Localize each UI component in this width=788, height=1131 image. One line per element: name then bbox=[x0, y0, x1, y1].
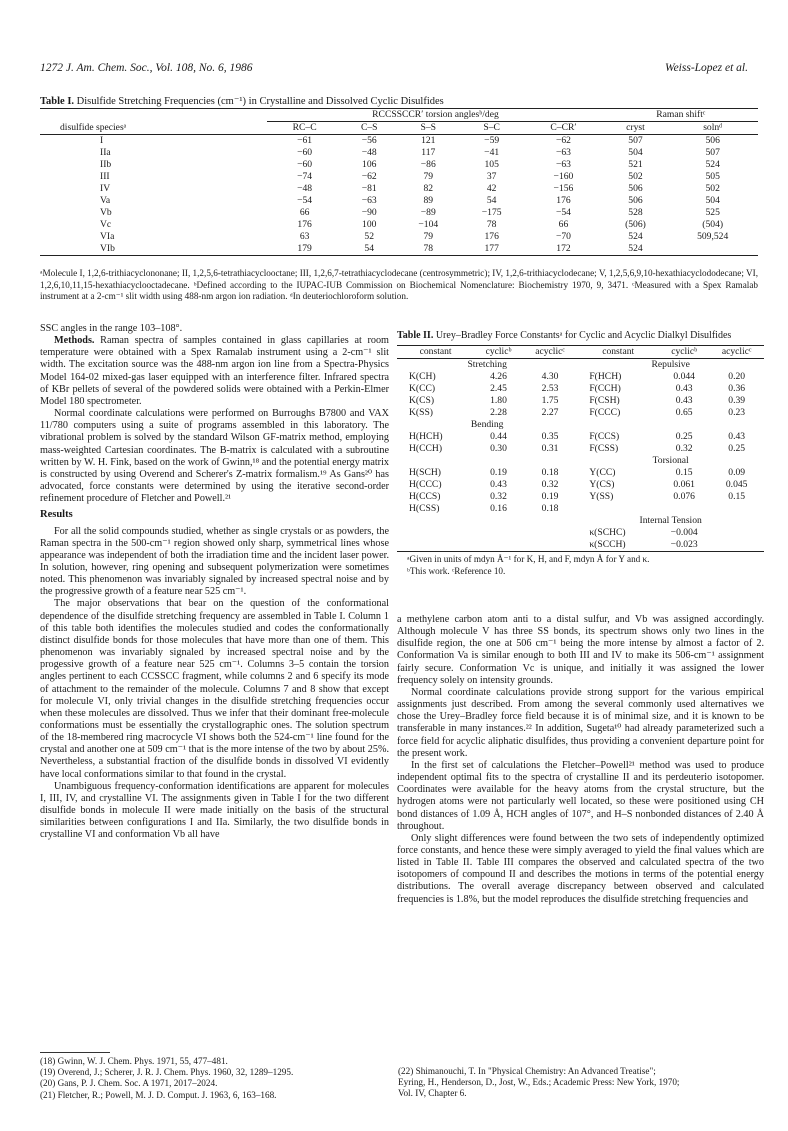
table1-cell: −59 bbox=[484, 135, 500, 146]
table2-col-header: constant bbox=[419, 346, 452, 357]
table1-row bbox=[40, 243, 758, 256]
table1-species-cell: VIa bbox=[100, 231, 115, 242]
table2-cell: 0.39 bbox=[728, 395, 746, 406]
table2-col-header: acyclicᶜ bbox=[721, 346, 752, 357]
table2-constant-cell: F(HCH) bbox=[589, 371, 622, 382]
table1-caption-text: Disulfide Stretching Frequencies (cm⁻¹) in Crystalline and Dissolved Cyclic Disulfides bbox=[76, 96, 444, 107]
table1-cell: 502 bbox=[628, 171, 643, 182]
table2-group-label: Bending bbox=[470, 419, 504, 430]
table2-cell: 0.18 bbox=[541, 467, 559, 478]
table1-col-header: cryst bbox=[626, 122, 645, 133]
table1-cell: 89 bbox=[423, 195, 434, 206]
table1-cell: 63 bbox=[299, 231, 310, 242]
table1-cell: 100 bbox=[362, 219, 377, 230]
table1-cell: 507 bbox=[628, 135, 643, 146]
table2-col-header: cyclicᵇ bbox=[671, 346, 698, 357]
results-heading: Results bbox=[40, 509, 73, 521]
table1-cell: −61 bbox=[297, 135, 313, 146]
table2-cell: 0.25 bbox=[728, 443, 746, 454]
table2-constant-cell: F(CCH) bbox=[589, 383, 621, 394]
table1-cell: 66 bbox=[299, 207, 310, 218]
table1-cell: 37 bbox=[486, 171, 497, 182]
table2 bbox=[397, 345, 764, 552]
table1-cell: 78 bbox=[423, 243, 434, 254]
table2-cell: 2.28 bbox=[490, 407, 507, 418]
references-right bbox=[398, 1066, 764, 1100]
table1-cell: 502 bbox=[705, 183, 720, 194]
table2-cell: 0.31 bbox=[541, 443, 559, 454]
table1-cell: 176 bbox=[484, 231, 499, 242]
table1-group-torsion: RCCSSCCR′ torsion anglesᵇ/deg bbox=[267, 109, 603, 122]
table2-constant-cell: H(SCH) bbox=[409, 467, 441, 478]
table1-cell: 54 bbox=[364, 243, 375, 254]
table2-caption bbox=[397, 330, 764, 342]
table2-constant-cell: K(CS) bbox=[409, 395, 435, 406]
methods-label: Methods. bbox=[54, 335, 95, 347]
left-column bbox=[40, 323, 389, 842]
table1-cell: 121 bbox=[421, 135, 436, 146]
table1-col-header: C–S bbox=[360, 122, 378, 133]
table2-cell: 0.43 bbox=[675, 383, 693, 394]
table1-species-cell: IIa bbox=[100, 147, 111, 158]
table1-species-cell: IIb bbox=[100, 159, 112, 170]
paragraph: Normal coordinate calculations were performed on Burroughs B7800 and VAX 11/780 computers using a suite of programs assembled in this laboratory. The vibrational problem is solved by the standard Wilson GF-matrix method, employing mass-weighted Cartesian coordinates. The B-matrix is calculated with a subroutine written by W. H. Fink, based on the work of Gwinn,¹⁸ and the potential energy matrix is constructed by using Overend and Scherer's Z-matrix formalism.¹⁹ As Gans²⁰ has advocated, force constants were determined by using the iterative second-order refinement procedure of Fletcher and Powell.²¹ bbox=[40, 408, 389, 505]
table1-cell: 117 bbox=[421, 147, 436, 158]
table2-row bbox=[397, 491, 764, 503]
table1-cell: 524 bbox=[628, 231, 643, 242]
table1-cell: −90 bbox=[361, 207, 377, 218]
table2-cell: 0.32 bbox=[490, 491, 507, 502]
paragraph: In the first set of calculations the Fletcher–Powell²¹ method was used to produce independent optimal fits to the spectra of crystalline II and its perdeuterio isotopomer. Coordinates were available for the heavy atoms from the crystal structure, but the hydrogen atoms were not particularly well located, so these were positioned using CH bond distances of 1.09 Å, HCH angles of 107°, and H–S nonbonded distances of 2.40 Å throughout. bbox=[397, 759, 764, 832]
table1-group-raman: Raman shiftᶜ bbox=[604, 109, 758, 122]
table1-cell: −74 bbox=[297, 171, 313, 182]
table1-cell: −41 bbox=[484, 147, 500, 158]
table2-constant-cell: F(CCC) bbox=[589, 407, 621, 418]
table2-cell: −0.004 bbox=[670, 527, 698, 538]
table2-cell: 0.18 bbox=[541, 503, 559, 514]
table2-footnotes bbox=[397, 554, 764, 577]
table1-cell: 79 bbox=[423, 171, 434, 182]
table2-constant-cell: Y(CC) bbox=[589, 467, 616, 478]
table1-cell: 177 bbox=[484, 243, 499, 254]
table2-group-label: Repulsive bbox=[651, 359, 690, 370]
table2-constant-cell: H(HCH) bbox=[409, 431, 443, 442]
table2-cell: 0.32 bbox=[541, 479, 559, 490]
table1-cell: −86 bbox=[420, 159, 436, 170]
table2-constant-cell: H(CCH) bbox=[409, 443, 443, 454]
table1-cell: 105 bbox=[484, 159, 499, 170]
table2-group-label: Stretching bbox=[467, 359, 507, 370]
table2-block bbox=[397, 330, 764, 577]
table2-constant-cell: κ(SCHC) bbox=[589, 527, 626, 538]
table2-constant-cell: K(CH) bbox=[409, 371, 436, 382]
table2-row bbox=[397, 371, 764, 383]
table2-cell: 0.19 bbox=[490, 467, 507, 478]
paragraph: Only slight differences were found between the two sets of independently optimized force constants, and hence these were simply averaged to yield the final values which are listed in Table II. Table III compares the observed and calculated spectra of the two isotopomers of compound II and describes the motions in terms of the potential energy distributions. The overall average discrepancy between observed and calculated frequencies is 1.8%, but the model reproduces the disulfide stretching frequencies and bbox=[397, 832, 764, 905]
table2-col-header: constant bbox=[602, 346, 635, 357]
table1-cell: 504 bbox=[705, 195, 720, 206]
table2-cell: 0.045 bbox=[725, 479, 748, 490]
table1-cell: −48 bbox=[297, 183, 313, 194]
table1-cell: −63 bbox=[361, 195, 377, 206]
table2-cell: 0.43 bbox=[728, 431, 746, 442]
table1-body bbox=[40, 135, 758, 256]
table2-cell: 0.32 bbox=[675, 443, 693, 454]
table1-row bbox=[40, 231, 758, 243]
reference-item: Vol. IV, Chapter 6. bbox=[398, 1088, 467, 1099]
table2-cell: 0.30 bbox=[490, 443, 507, 454]
table2-constant-cell: K(CC) bbox=[409, 383, 436, 394]
reference-item: (21) Fletcher, R.; Powell, M. J. D. Comput. J. 1963, 6, 163–168. bbox=[40, 1089, 277, 1100]
table1-species-cell: VIb bbox=[100, 243, 115, 254]
table1-cell: 179 bbox=[297, 243, 312, 254]
table1-cell: 504 bbox=[628, 147, 643, 158]
table2-cell: 0.44 bbox=[490, 431, 507, 442]
table1-cell: 509,524 bbox=[697, 231, 729, 242]
methods-text: Raman spectra of samples contained in glass capillaries at room temperature were obtained with a Spex Ramalab instrument using a 2-cm⁻¹ slit width. The excitation source was the 488-nm argon ion line from a Spectra-Physics Model 164-02 mixed-gas laser equipped with an interference filter. Infrared spectra of KBr pellets of several of the powdered solids were obtained with a Perkin-Elmer Model 180 spectrometer. bbox=[40, 335, 389, 407]
table2-col-header: acyclicᶜ bbox=[535, 346, 565, 357]
table2-row bbox=[397, 503, 764, 515]
table2-row bbox=[397, 395, 764, 407]
table1-cell: 506 bbox=[705, 135, 720, 146]
table1-caption-label: Table I. bbox=[40, 96, 75, 107]
table2-cell: −0.023 bbox=[670, 539, 698, 550]
table2-footnote-a: ᵃGiven in units of mdyn Å⁻¹ for K, H, and F, mdyn Å for Y and κ. bbox=[407, 554, 650, 564]
table2-constant-cell: K(SS) bbox=[409, 407, 433, 418]
table1-row bbox=[40, 219, 758, 231]
reference-item: (22) Shimanouchi, T. In "Physical Chemistry: An Advanced Treatise"; bbox=[398, 1066, 656, 1076]
table1-cell: −62 bbox=[555, 135, 571, 146]
table1-cell: (504) bbox=[702, 219, 724, 230]
table1-col-header: solnᵈ bbox=[703, 122, 723, 133]
table1-cell: −54 bbox=[297, 195, 313, 206]
table1-cell: 525 bbox=[705, 207, 720, 218]
table2-row bbox=[397, 407, 764, 419]
table2-group-row bbox=[397, 359, 764, 372]
table2-cell: 0.044 bbox=[673, 371, 695, 382]
table1-col-species: disulfide speciesᵃ bbox=[60, 121, 127, 133]
table2-group-label: Torsional bbox=[652, 455, 689, 466]
table2-cell: 1.80 bbox=[490, 395, 507, 406]
table1-row bbox=[40, 135, 758, 148]
table2-group-row bbox=[397, 419, 764, 431]
table1-cell: −104 bbox=[418, 219, 439, 230]
table1-cell: −60 bbox=[297, 159, 313, 170]
paragraph: The major observations that bear on the question of the conformational dependence of the disulfide stretching frequency are assembled in Table I. Column 1 of this table both identifies the molecules studied and codes the conformationally distinct disulfide bonds for those molecules that have more than one of them. This phenomenon was invariably signaled by increased spectral noise and by the progessive growth of a feature near 525 cm⁻¹. Columns 3–5 contain the torsion angles pertinent to each CCSSCC fragment, while columns 2 and 6 specify its mode of attachment to the remainder of the molecule. Columns 7 and 8 show that except for molecule VI, only trivial changes in the disulfide stretching frequencies occur when these molecules are dissolved. Thus we infer that their dominant free-molecule conformations must be essentially the crystallographic ones. The solution spectrum of the 18-membered ring macrocycle VI shows both the 524-cm⁻¹ line found for the crystal and another one at 509 cm⁻¹ that is the more intense of the two by about 25%. Nevertheless, a substantial fraction of the disulfide bonds in dissolved VI evidently have local conformations similar to that found in the crystal. bbox=[40, 598, 389, 780]
table2-constant-cell: H(CSS) bbox=[409, 503, 440, 514]
table2-cell: 0.43 bbox=[675, 395, 693, 406]
table1-cell: 507 bbox=[705, 147, 720, 158]
table1-cell: −70 bbox=[555, 231, 571, 242]
table2-constant-cell: F(CCS) bbox=[589, 431, 620, 442]
table1-cell: 82 bbox=[423, 183, 434, 194]
table2-row bbox=[397, 479, 764, 491]
table2-constant-cell: κ(SCCH) bbox=[589, 539, 626, 550]
table2-cell: 0.20 bbox=[728, 371, 746, 382]
table1-cell: −81 bbox=[361, 183, 377, 194]
table1-species-cell: IV bbox=[100, 183, 111, 194]
table2-cell: 4.26 bbox=[490, 371, 507, 382]
table1-cell: 176 bbox=[297, 219, 312, 230]
table1-col-header: C–CR′ bbox=[550, 122, 577, 133]
table1-cell: 42 bbox=[486, 183, 497, 194]
table1-cell: −62 bbox=[361, 171, 377, 182]
table2-caption-text: Urey–Bradley Force Constantsᵃ for Cyclic and Acyclic Dialkyl Disulfides bbox=[435, 330, 732, 341]
paragraph: Unambiguous frequency-conformation identifications are apparent for molecules I, III, IV, and crystalline VI. The assignments given in Table I for the two different disulfide bonds in molecule II were made initially on the basis of the structural similarities between configurations I and IIa. Similarly, the two disulfide bonds in crystalline VI and conformation Vb all have bbox=[40, 780, 389, 841]
running-header-right: Weiss-Lopez et al. bbox=[665, 62, 748, 74]
table2-row bbox=[397, 539, 764, 552]
paragraph: Normal coordinate calculations provide strong support for the various empirical assignments just described. From among the several commonly used alternatives we chose the Urey–Bradley force field because it is of minimal size, and it is known to be transferable in many instances.²² In addition, Sugeta¹⁰ had already parameterized such a force field for acyclic aliphatic disulfides, thus providing a convenient departure point for the present work. bbox=[397, 686, 764, 759]
reference-divider bbox=[40, 1052, 110, 1053]
table2-cell: 2.27 bbox=[541, 407, 559, 418]
table1-species-cell: I bbox=[100, 135, 104, 146]
reference-item: (20) Gans, P. J. Chem. Soc. A 1971, 2017–2024. bbox=[40, 1078, 218, 1089]
table2-cell: 0.23 bbox=[728, 407, 746, 418]
table1-row bbox=[40, 207, 758, 219]
table2-cell: 0.076 bbox=[673, 491, 695, 502]
table1-cell: −60 bbox=[297, 147, 313, 158]
table2-caption-label: Table II. bbox=[397, 330, 434, 341]
table1-col-header: RC–C bbox=[292, 122, 317, 133]
table1-cell: 524 bbox=[705, 159, 720, 170]
table1-cell: 172 bbox=[556, 243, 571, 254]
table1-cell: −175 bbox=[481, 207, 502, 218]
table1-cell: 505 bbox=[705, 171, 720, 182]
table1-row bbox=[40, 159, 758, 171]
table1-species-cell: Va bbox=[100, 195, 111, 206]
table1-cell: 106 bbox=[362, 159, 377, 170]
table2-cell: 0.061 bbox=[673, 479, 695, 490]
table2-cell: 0.36 bbox=[728, 383, 746, 394]
table1-cell: 52 bbox=[364, 231, 375, 242]
table2-col-header: cyclicᵇ bbox=[485, 346, 512, 357]
table1-cell: 78 bbox=[486, 219, 497, 230]
table2-row bbox=[397, 443, 764, 455]
table2-row bbox=[397, 431, 764, 443]
methods-paragraph bbox=[40, 335, 389, 408]
table1-cell: −56 bbox=[361, 135, 377, 146]
table2-constant-cell: Y(SS) bbox=[589, 491, 614, 502]
paragraph: SSC angles in the range 103–108°. bbox=[40, 323, 183, 334]
table1-cell: 176 bbox=[556, 195, 571, 206]
table2-cell: 0.65 bbox=[675, 407, 693, 418]
table1-species-cell: Vb bbox=[100, 207, 112, 218]
table1-cell: −48 bbox=[361, 147, 377, 158]
table1-row bbox=[40, 183, 758, 195]
table2-cell: 1.75 bbox=[541, 395, 559, 406]
reference-item: Eyring, H., Henderson, D., Jost, W., Eds.; Academic Press: New York, 1970; bbox=[398, 1077, 680, 1088]
paragraph: a methylene carbon atom anti to a distal sulfur, and Vb was assigned accordingly. Although molecule V has three SS bonds, its spectrum shows only two lines in the disulfide region, the one at 506 cm⁻¹ being the more intense by almost a factor of 2. Conformation Va is similar enough to both III and IV to make its 506-cm⁻¹ assignment fairly secure. Conformation Vc is unique, and initially it was assigned the lower frequency solely on intensity grounds. bbox=[397, 614, 764, 686]
table1 bbox=[40, 108, 758, 256]
right-column bbox=[397, 614, 764, 906]
table1-row bbox=[40, 195, 758, 207]
table2-cell: 0.25 bbox=[675, 431, 693, 442]
running-header-left: 1272 J. Am. Chem. Soc., Vol. 108, No. 6, 1986 bbox=[40, 62, 253, 74]
table2-cell: 4.30 bbox=[541, 371, 559, 382]
table2-footnote-bc: ᵇThis work. ᶜReference 10. bbox=[407, 565, 506, 576]
table1-row bbox=[40, 147, 758, 159]
table1-cell: 54 bbox=[486, 195, 497, 206]
table1-cell: 79 bbox=[423, 231, 434, 242]
table1-cell: (506) bbox=[625, 219, 646, 230]
table2-constant-cell: Y(CS) bbox=[589, 479, 615, 490]
table1-row bbox=[40, 171, 758, 183]
table1-cell: −54 bbox=[555, 207, 571, 218]
table2-body bbox=[397, 359, 764, 552]
table1-footnote: ᵃMolecule I, 1,2,6-trithiacyclononane; II, 1,2,5,6-tetrathiacyclooctane; III, 1,2,6,7-tetrathiacyclodecane (centrosymmetric); IV, 1,2,6-trithiacyclodecane; V, 1,2,5,6,9,10-hexathiacyclododecane; VI, 1,2,6,10,11,15-hexathiacyclooctadecane. ᵇDefined according to the IUPAC-IUB Commission on Biochemical Nomenclature: Biochemistry 1970, 9, 3471. ᶜMeasured with a Spex Ramalab instrument at a 2-cm⁻¹ slit width using 488-nm argon ion radiation. ᵈIn deuteriochloroform solution. bbox=[40, 268, 758, 301]
references-left bbox=[40, 1056, 390, 1101]
table2-group-row bbox=[397, 515, 764, 527]
table2-row bbox=[397, 383, 764, 395]
table2-cell: 2.53 bbox=[541, 383, 559, 394]
table2-constant-cell: H(CCC) bbox=[409, 479, 442, 490]
table2-cell: 0.15 bbox=[675, 467, 693, 478]
table1-cell: 528 bbox=[628, 207, 643, 218]
table2-constant-cell: H(CCS) bbox=[409, 491, 441, 502]
table1-cell: −156 bbox=[553, 183, 574, 194]
table2-cell: 0.16 bbox=[490, 503, 507, 514]
reference-item: (18) Gwinn, W. J. Chem. Phys. 1971, 55, 477–481. bbox=[40, 1056, 228, 1066]
table1-caption bbox=[40, 95, 444, 107]
table2-cell: 0.43 bbox=[490, 479, 507, 490]
table1-col-header: S–S bbox=[420, 122, 436, 133]
table1-col-header: S–C bbox=[483, 122, 500, 133]
table1-cell: 521 bbox=[628, 159, 643, 170]
table1-cell: −63 bbox=[555, 147, 571, 158]
table2-cell: 0.09 bbox=[728, 467, 746, 478]
table2-constant-cell: F(CSH) bbox=[589, 395, 620, 406]
table2-group-label: Internal Tension bbox=[639, 515, 702, 526]
table2-constant-cell: F(CSS) bbox=[589, 443, 619, 454]
reference-item: (19) Overend, J.; Scherer, J. R. J. Chem. Phys. 1960, 32, 1289–1295. bbox=[40, 1067, 294, 1078]
table2-row bbox=[397, 527, 764, 539]
table2-cell: 0.19 bbox=[541, 491, 559, 502]
table1-cell: 66 bbox=[558, 219, 569, 230]
table2-row bbox=[397, 467, 764, 479]
table1-cell: −89 bbox=[420, 207, 436, 218]
table1-cell: −63 bbox=[555, 159, 571, 170]
table1-species-cell: Vc bbox=[100, 219, 112, 230]
paragraph: For all the solid compounds studied, whether as single crystals or as powders, the Raman spectra in the 500-cm⁻¹ region showed only sharp, symmetrical lines whose appearance was independent of both the irradiation time and the incident laser power. In solution, however, ring opening and subsequent polymerization were sometimes noted. This phenomenon was invariably signaled by increased spectral noise and by the progressive growth of a feature near 525 cm⁻¹. bbox=[40, 525, 389, 598]
table1-cell: −160 bbox=[553, 171, 574, 182]
table2-cell: 2.45 bbox=[490, 383, 507, 394]
table2-cell: 0.35 bbox=[541, 431, 559, 442]
table1-cell: 506 bbox=[628, 195, 643, 206]
table1-cell: 506 bbox=[628, 183, 643, 194]
table1-cell bbox=[667, 243, 758, 256]
table1-species-cell: III bbox=[100, 171, 110, 182]
table1-cell: 524 bbox=[628, 243, 643, 254]
table2-cell: 0.15 bbox=[728, 491, 746, 502]
table2-group-row bbox=[397, 455, 764, 467]
